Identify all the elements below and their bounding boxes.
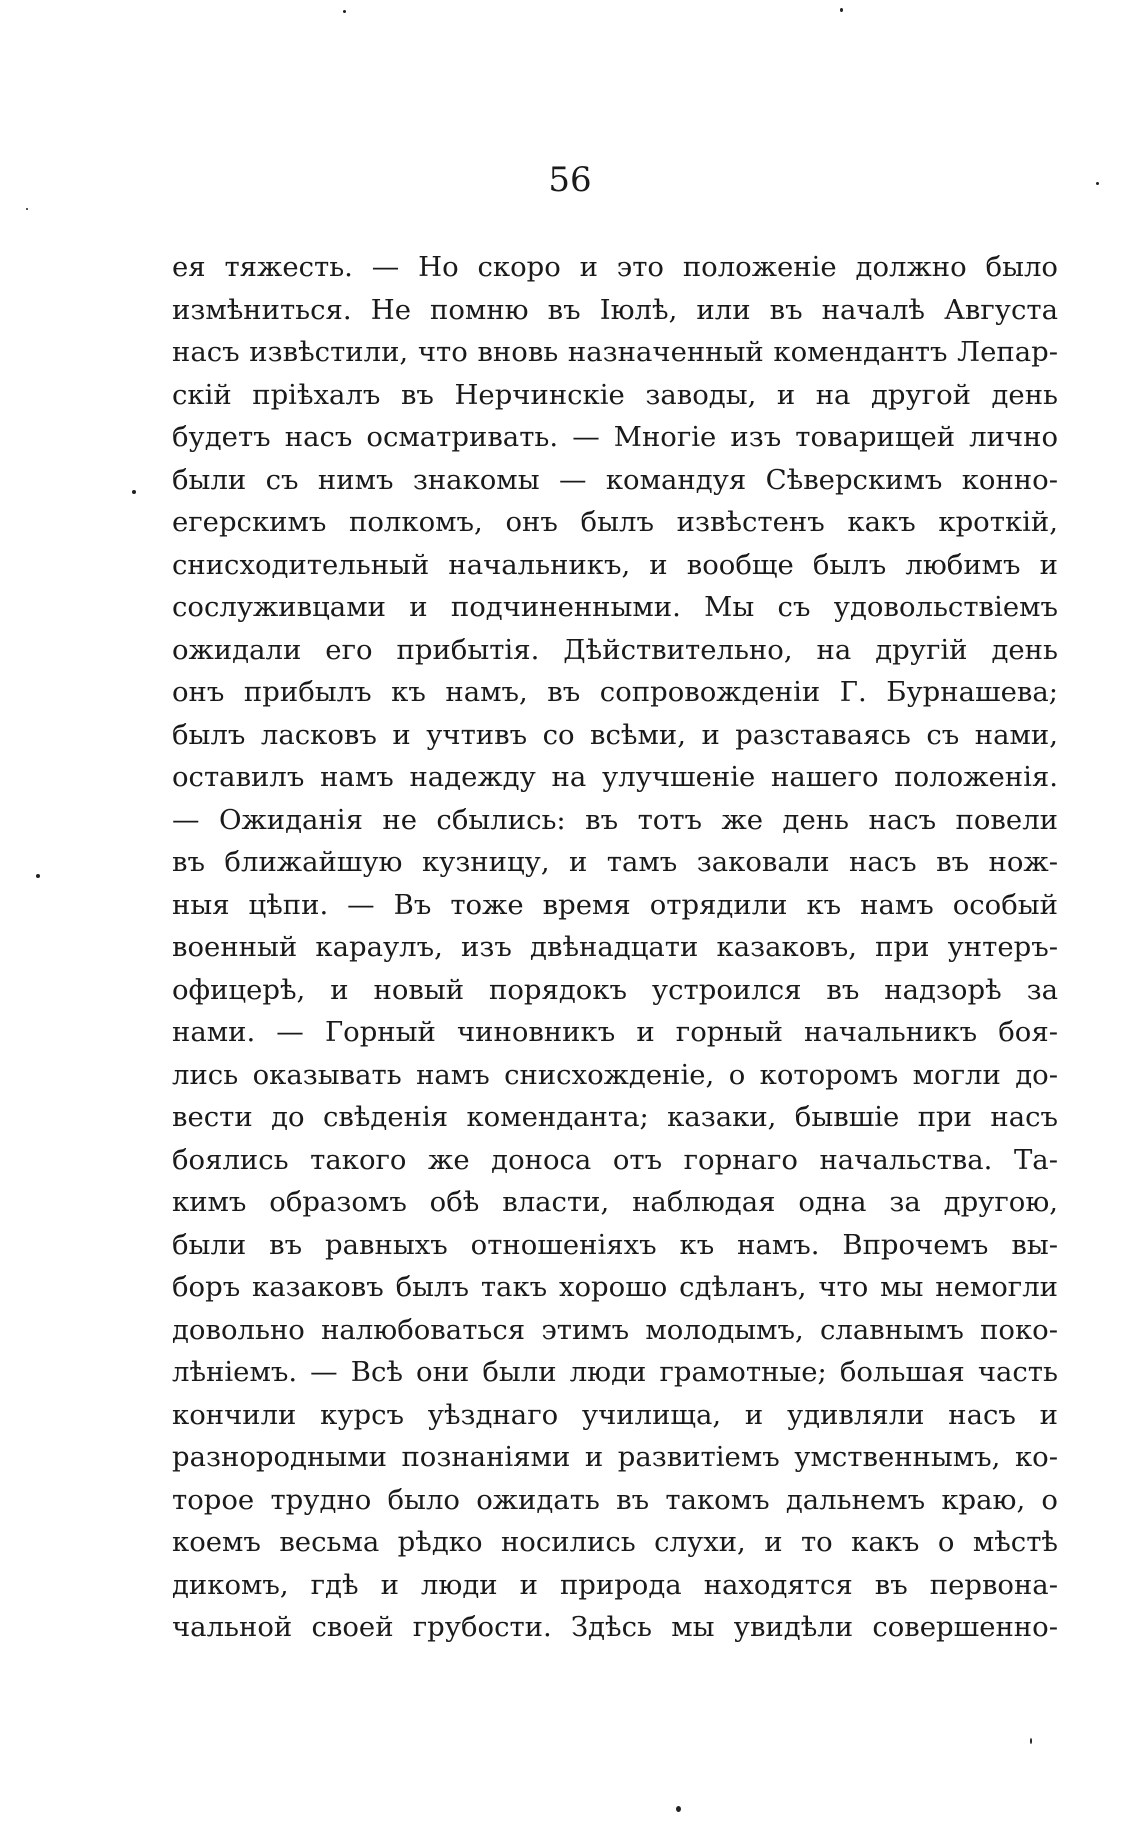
text-line: военный караулъ, изъ двѣнадцати казаковъ, при унтеръ- bbox=[172, 931, 1058, 963]
text-line: ожидали его прибытiя. Дѣйствительно, на другiй день bbox=[172, 633, 1058, 666]
scan-speck bbox=[1030, 1738, 1032, 1744]
text-line: торое трудно было ожидать въ такомъ дальнемъ краю, о bbox=[172, 1483, 1058, 1516]
scan-speck bbox=[132, 490, 136, 494]
page-number: 56 bbox=[548, 160, 592, 200]
text-line: былъ ласковъ и учтивъ со всѣми, и разставаясь съ нами, bbox=[172, 718, 1058, 751]
text-line: кончили курсъ уѣзднаго училища, и удивляли насъ и bbox=[172, 1398, 1058, 1431]
scan-speck bbox=[1096, 182, 1099, 185]
text-line: скiй прiѣхалъ въ Нерчинскiе заводы, и на другой день bbox=[172, 378, 1058, 411]
text-line: боялись такого же доноса отъ горнаго начальства. Та- bbox=[172, 1143, 1058, 1176]
text-line: — Ожиданiя не сбылись: въ тотъ же день насъ повели bbox=[172, 803, 1058, 836]
text-line: разнородными познанiями и развитiемъ умственнымъ, ко- bbox=[172, 1441, 1058, 1473]
text-line: были въ равныхъ отношенiяхъ къ намъ. Впрочемъ вы- bbox=[172, 1228, 1058, 1261]
scan-speck bbox=[26, 208, 28, 210]
text-line: довольно налюбоваться этимъ молодымъ, славнымъ поко- bbox=[172, 1313, 1058, 1346]
text-line: измѣниться. Не помню въ Iюлѣ, или въ началѣ Августа bbox=[172, 293, 1058, 326]
text-line: были съ нимъ знакомы — командуя Сѣверскимъ конно- bbox=[172, 463, 1058, 496]
text-line: въ ближайшую кузницу, и тамъ заковали насъ въ нож- bbox=[172, 846, 1058, 878]
text-line: насъ извѣстили, что вновь назначенный комендантъ Лепар- bbox=[172, 336, 1058, 368]
text-line: ныя цѣпи. — Въ тоже время отрядили къ намъ особый bbox=[172, 888, 1058, 921]
text-line: офицерѣ, и новый порядокъ устроился въ надзорѣ за bbox=[172, 973, 1058, 1006]
text-line: оставилъ намъ надежду на улучшенiе нашего положенiя. bbox=[172, 761, 1058, 793]
text-line: нами. — Горный чиновникъ и горный начальникъ боя- bbox=[172, 1016, 1058, 1048]
text-line: дикомъ, гдѣ и люди и природа находятся въ первона- bbox=[172, 1568, 1058, 1601]
scan-speck bbox=[676, 1806, 681, 1812]
text-line: егерскимъ полкомъ, онъ былъ извѣстенъ какъ кроткiй, bbox=[172, 506, 1058, 538]
scan-speck bbox=[343, 10, 346, 13]
text-line: чальной своей грубости. Здѣсь мы увидѣли совершенно- bbox=[172, 1611, 1058, 1643]
scan-speck bbox=[36, 874, 40, 878]
text-line: боръ казаковъ былъ такъ хорошо сдѣланъ, что мы немогли bbox=[172, 1271, 1058, 1303]
text-line: лѣнiемъ. — Всѣ они были люди грамотные; большая часть bbox=[172, 1356, 1058, 1388]
text-line: лись оказывать намъ снисхожденiе, о которомъ могли до- bbox=[172, 1058, 1058, 1091]
body-text bbox=[172, 246, 1058, 1649]
text-line: онъ прибылъ къ намъ, въ сопровожденiи Г. Бурнашева; bbox=[172, 676, 1058, 708]
text-line: снисходительный начальникъ, и вообще былъ любимъ и bbox=[172, 548, 1058, 581]
text-line: будетъ насъ осматривать. — Многiе изъ товарищей лично bbox=[172, 421, 1058, 453]
text-line: сослуживцами и подчиненными. Мы съ удовольствiемъ bbox=[172, 591, 1058, 623]
text-line: коемъ весьма рѣдко носились слухи, и то какъ о мѣстѣ bbox=[172, 1526, 1058, 1558]
text-line: кимъ образомъ обѣ власти, наблюдая одна за другою, bbox=[172, 1186, 1058, 1218]
text-line: ея тяжесть. — Но скоро и это положенiе должно было bbox=[172, 251, 1058, 283]
text-line: вести до свѣденiя коменданта; казаки, бывшiе при насъ bbox=[172, 1101, 1058, 1133]
scan-speck bbox=[840, 8, 843, 12]
